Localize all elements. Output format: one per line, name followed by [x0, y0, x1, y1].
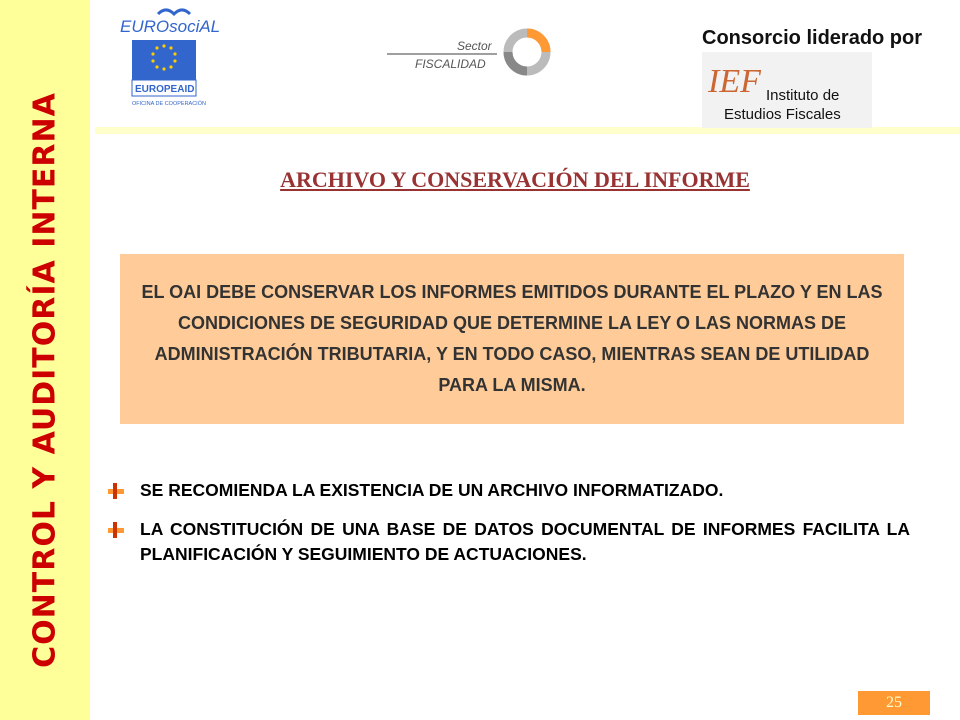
svg-text:OFICINA DE COOPERACIÓN: OFICINA DE COOPERACIÓN: [132, 101, 206, 107]
bullet-text: LA CONSTITUCIÓN DE UNA BASE DE DATOS DOCUMENTAL DE INFORMES FACILITA LA PLANIFICACIÓN Y SEGUIMIENTO DE ACTUACIONES.: [140, 519, 910, 564]
eurosocial-logo: [118, 4, 228, 108]
consorcio-ief-logo: [700, 20, 923, 128]
callout-text: EL OAI DEBE CONSERVAR LOS INFORMES EMITIDOS DURANTE EL PLAZO Y EN LAS CONDICIONES DE SEGURIDAD QUE DETERMINE LA LEY O LAS NORMAS DE ADMINISTRACIÓN TRIBUTARIA, Y EN TODO CASO, MIENTRAS SEAN DE UTILIDAD PARA LA MISMA.: [141, 282, 883, 395]
sector-fiscalidad-logo: [385, 22, 560, 82]
svg-text:Sector: Sector: [457, 39, 492, 53]
callout-box: [120, 254, 904, 424]
page-number-badge: 25: [858, 691, 930, 715]
svg-text:Estudios Fiscales: Estudios Fiscales: [724, 106, 841, 123]
header-divider: [95, 127, 960, 134]
svg-text:IEF: IEF: [708, 63, 761, 100]
list-item: [100, 478, 910, 503]
sidebar-title: CONTROL Y AUDITORÍA INTERNA: [27, 92, 63, 668]
svg-text:EUROPEAID: EUROPEAID: [135, 84, 195, 95]
svg-text:FISCALIDAD: FISCALIDAD: [415, 57, 486, 71]
bullet-marker-icon: [104, 520, 128, 540]
svg-text:Consorcio liderado por: Consorcio liderado por: [702, 27, 923, 49]
bullet-list: [100, 478, 910, 581]
svg-text:EUROsociAL: EUROsociAL: [120, 17, 221, 36]
bullet-marker-icon: [104, 481, 128, 501]
svg-text:Instituto de: Instituto de: [766, 87, 840, 104]
slide-title: ARCHIVO Y CONSERVACIÓN DEL INFORME: [280, 167, 750, 192]
list-item: [100, 517, 910, 567]
sidebar: [0, 0, 90, 720]
bullet-text: SE RECOMIENDA LA EXISTENCIA DE UN ARCHIVO INFORMATIZADO.: [140, 480, 724, 500]
